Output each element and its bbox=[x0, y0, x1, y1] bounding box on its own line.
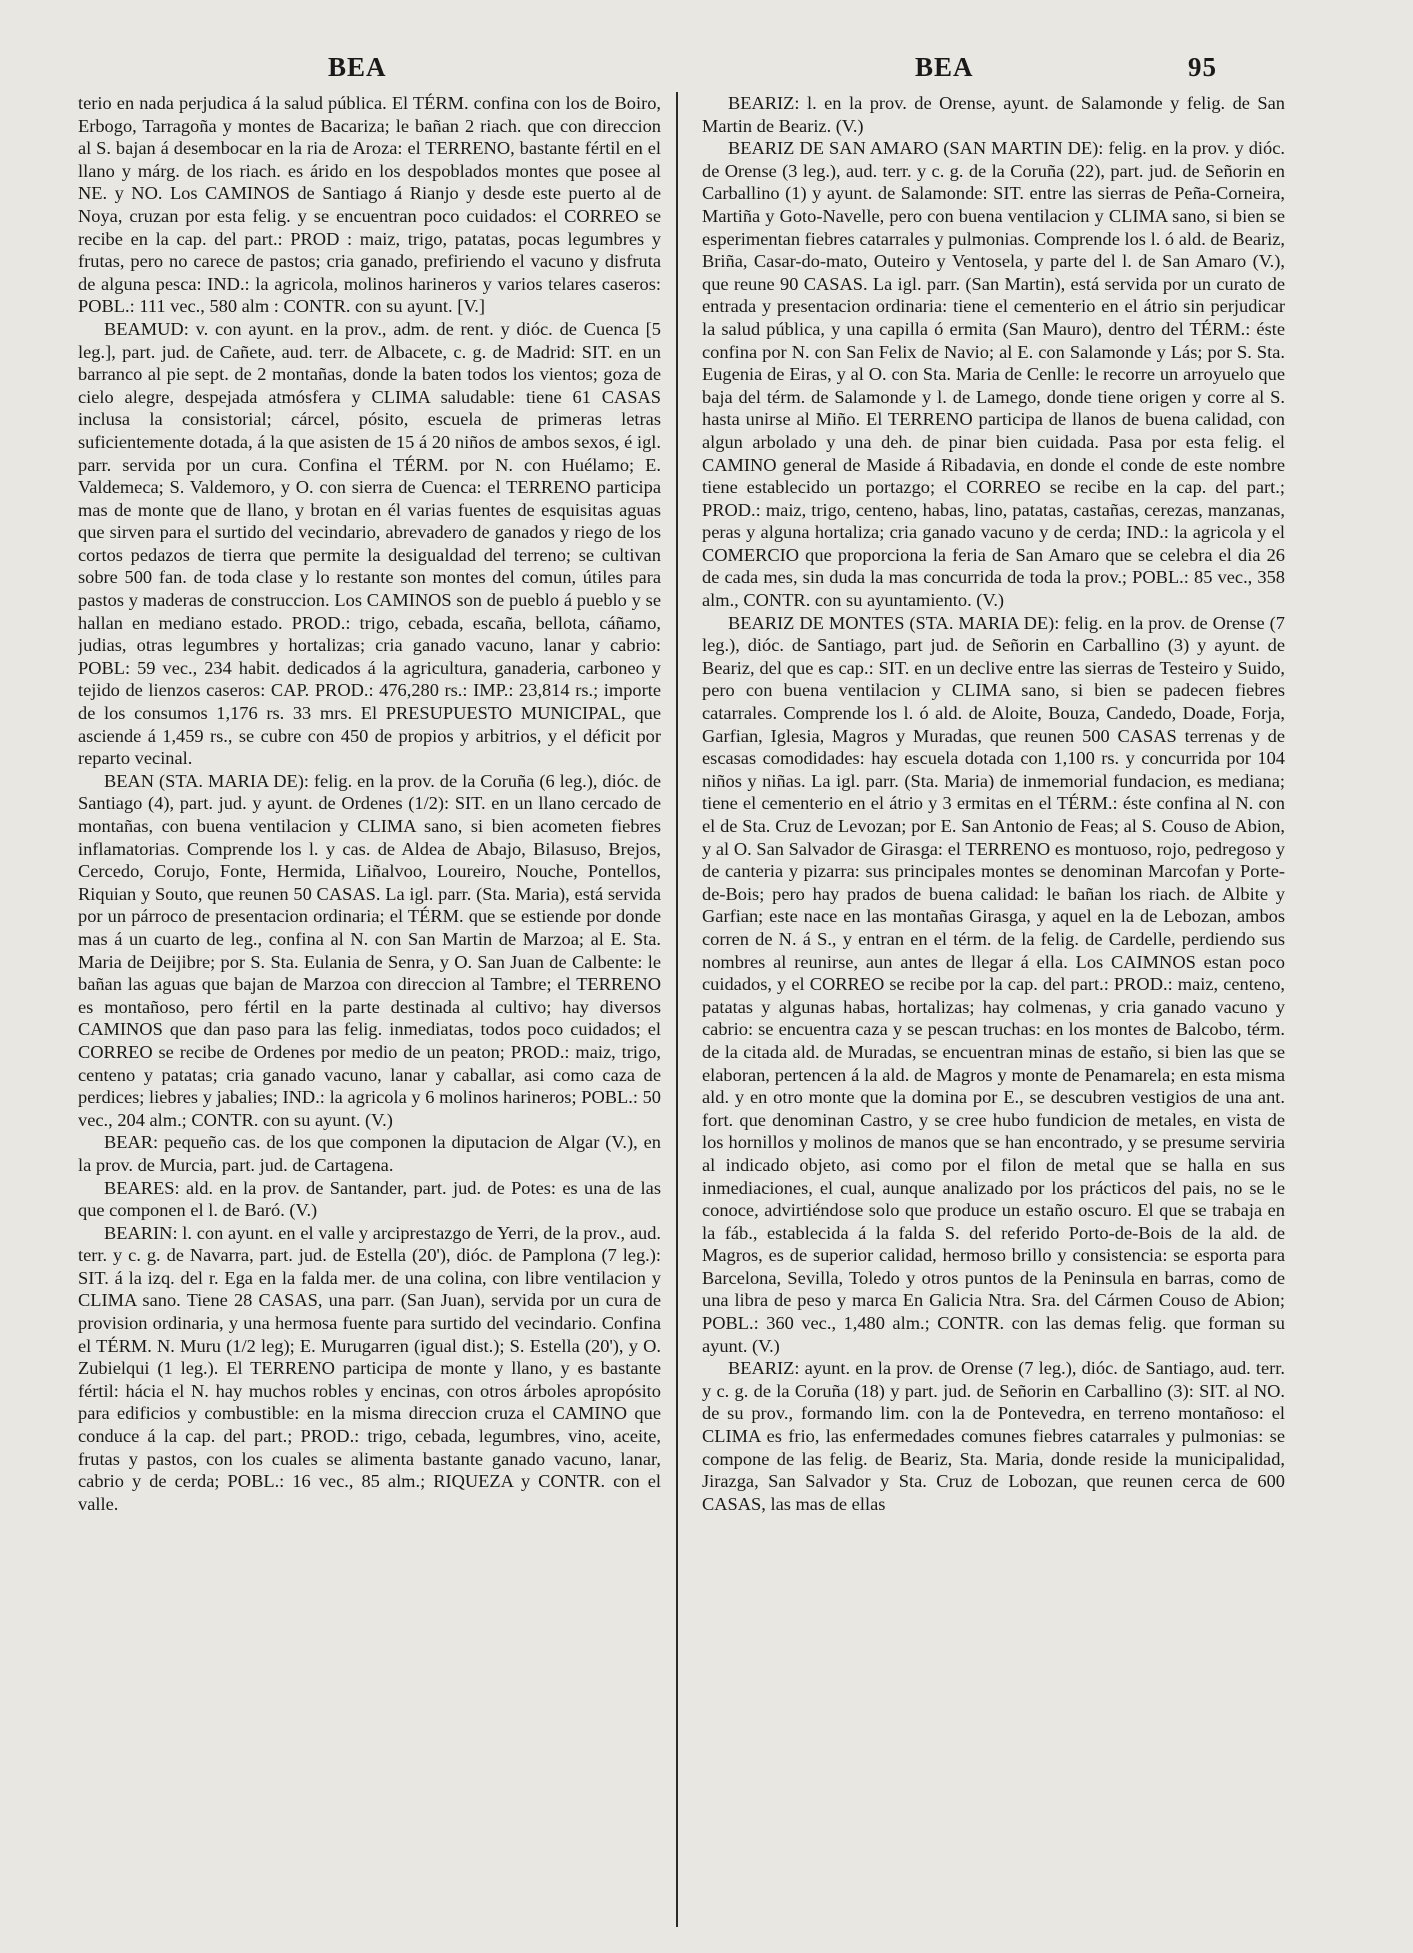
entry-beariz-de-montes: BEARIZ DE MONTES (STA. MARIA DE): felig. en la prov. de Orense (7 leg.), dióc. de Santiago, part jud. de Señorin en Carballino (3) y ayunt. de Beariz, del que es cap.: SIT. en un declive entre las sierras de Testeiro y Suido, pero con buena ventilacion y CLIMA sano, si bien se padecen fiebres catarrales. Comprende los l. ó ald. de Aloite, Bouza, Candedo, Doade, Forja, Garfian, Iglesia, Magros y Muradas, que reunen 500 CASAS terrenas y de escasas comodidades: hay escuela dotada con 1,100 rs. y concurrida por 104 niños y niñas. La igl. parr. (Sta. Maria) de inmemorial fundacion, es mediana; tiene el cementerio en el átrio y 3 ermitas en el TÉRM.: éste confina al N. con el de Sta. Cruz de Levozan; por E. San Antonio de Feas; al S. Couso de Abion, y al O. San Salvador de Girasga: el TERRENO es montuoso, rojo, pedregoso y de canteria y pizarra: sus principales montes se denominan Marcofan y Porte-de-Bois; pero hay prados de buena calidad: le bañan los riach. de Albite y Garfian; este nace en las montañas Girasga, y aquel en la de Lebozan, ambos corren de N. á S., y entran en el térm. de la felig. de Cardelle, perdiendo sus nombres al reunirse, aun antes de llegar á ella. Los CAIMNOS estan poco cuidados, y el CORREO se recibe por la cap. del part.: PROD.: maiz, centeno, patatas y algunas habas, hortalizas; hay colmenas, y cria ganado vacuno y cabrio: se encuentra caza y se pescan truchas: en los montes de Balcobo, térm. de la citada ald. de Muradas, se encuentran minas de estaño, si bien las que se elaboran, pertencen á la ald. de Magros y monte de Penamarela; en esta misma ald. y en otro monte que la domina por E., se descubren vestigios de una ant. fort. que denominan Castro, y se cree hubo fundicion de metales, en vista de los hornillos y molinos de manos que se han encontrado, y se presume serviria al indicado objeto, asi como por el filon de metal que se halla en sus inmediaciones, el cual, aunque analizado por los prácticos del pais, no se le conoce, advirtiéndose solo que produce un estaño oscuro. El que se trabaja en la fáb., establecida á la falda S. del referido Porto-de-Bois de la ald. de Magros, es de superior calidad, hermoso brillo y consistencia: se esporta para Barcelona, Sevilla, Toledo y otros puntos de la Peninsula en barras, como de una libra de peso y marca En Galicia Ntra. Sra. del Cármen Couso de Abion; POBL.: 360 vec., 1,480 alm.; CONTR. con las demas felig. que forman su ayunt. (V.) bbox=[702, 612, 1285, 1356]
page-number: 95 bbox=[1188, 52, 1217, 82]
left-column bbox=[78, 92, 661, 1922]
entry-bear: BEAR: pequeño cas. de los que componen la diputacion de Algar (V.), en la prov. de Murcia, part. jud. de Cartagena. bbox=[78, 1132, 661, 1175]
column-divider bbox=[676, 92, 678, 1927]
entry-beariz-l: BEARIZ: l. en la prov. de Orense, ayunt. de Salamonde y felig. de San Martin de Beariz. (V.) bbox=[702, 93, 1285, 136]
entry-beariz-ayunt: BEARIZ: ayunt. en la prov. de Orense (7 leg.), dióc. de Santiago, aud. terr. y c. g. de la Coruña (18) y part. jud. de Señorin en Carballino (3): SIT. al NO. de su prov., formando lim. con la de Pontevedra, en terreno montañoso: el CLIMA es frio, las enfermedades comunes fiebres catarrales y pulmonias: se compone de las felig. de Beariz, Sta. Maria, donde reside la municipalidad, Jirazga, San Salvador y Sta. Cruz de Lobozan, que reunen cerca de 600 CASAS, las mas de ellas bbox=[702, 1358, 1285, 1514]
entry-bean: BEAN (STA. MARIA DE): felig. en la prov. de la Coruña (6 leg.), dióc. de Santiago (4), part. jud. y ayunt. de Ordenes (1/2): SIT. en un llano cercado de montañas, con buena ventilacion y CLIMA sano, si bien acometen fiebres inflamatorias. Comprende los l. y cas. de Aldea de Abajo, Bilasuso, Brejos, Cercedo, Corujo, Fonte, Hermida, Liñalvoo, Loureiro, Nouche, Pontellos, Riquian y Souto, que reunen 50 CASAS. La igl. parr. (Sta. Maria), está servida por un párroco de presentacion ordinaria; el TÉRM. que se estiende por donde mas á un cuarto de leg., confina al N. con San Martin de Marzoa; al E. Sta. Maria de Deijibre; por S. Sta. Eulania de Senra, y O. San Juan de Calbente: le bañan las aguas que bajan de Marzoa con direccion al Tambre; el TERRENO es montañoso, pero fértil en la parte destinada al cultivo; hay diversos CAMINOS que dan paso para las felig. inmediatas, todos poco cuidados; el CORREO se recibe de Ordenes por medio de un peaton; PROD.: maiz, trigo, centeno y patatas; cria ganado vacuno, lanar y caballar, asi como caza de perdices; liebres y jabalies; IND.: la agricola y 6 molinos harineros; POBL.: 50 vec., 204 alm.; CONTR. con su ayunt. (V.) bbox=[78, 770, 661, 1130]
running-head-right: BEA bbox=[915, 52, 974, 82]
entry-beamud: BEAMUD: v. con ayunt. en la prov., adm. de rent. y dióc. de Cuenca [5 leg.], part. jud. de Cañete, aud. terr. de Albacete, c. g. de Madrid: SIT. en un barranco al pie sept. de 2 montañas, donde la baten todos los vientos; goza de cielo alegre, despejada atmósfera y CLIMA saludable: tiene 61 CASAS inclusa la consistorial; cárcel, pósito, escuela de primeras letras suficientemente dotada, á la que asisten de 15 á 20 niños de ambos sexos, é igl. parr. servida por un cura. Confina el TÉRM. por N. con Huélamo; E. Valdemeca; S. Valdemoro, y O. con sierra de Cuenca: el TERRENO participa mas de monte que de llano, y brotan en él varias fuentes de esquisitas aguas que sirven para el surtido del vecindario, abrevadero de ganados y riego de los cortos pedazos de tierra que permite la desigualdad del terreno; se cultivan sobre 500 fan. de toda clase y lo restante son montes del comun, útiles para pastos y maderas de construccion. Los CAMINOS son de pueblo á pueblo y se hallan en mediano estado. PROD.: trigo, cebada, escaña, bellota, cáñamo, judias, otras legumbres y hortalizas; cria ganado vacuno, lanar y cabrio: POBL: 59 vec., 234 habit. dedicados á la agricultura, ganaderia, carboneo y tejido de lienzos caseros: CAP. PROD.: 476,280 rs.: IMP.: 23,814 rs.; importe de los consumos 1,176 rs. 33 mrs. El PRESUPUESTO MUNICIPAL, que asciende á 1,459 rs., se cubre con 450 de propios y arbitrios, y el déficit por reparto vecinal. bbox=[78, 318, 661, 769]
running-head-left: BEA bbox=[328, 52, 387, 82]
entry-beariz-de-san-amaro: BEARIZ DE SAN AMARO (SAN MARTIN DE): felig. en la prov. y dióc. de Orense (3 leg.), aud. terr. y c. g. de la Coruña (22), part. jud. de Señorin en Carballino (1) y ayunt. de Salamonde: SIT. entre las sierras de Peña-Corneira, Martiña y Goto-Navelle, pero con buena ventilacion y CLIMA sano, si bien se esperimentan fiebres catarrales y pulmonias. Comprende los l. ó ald. de Beariz, Briña, Casar-do-mato, Outeiro y Ventosela, y parte del l. de San Amaro (V.), que reune 90 CASAS. La igl. parr. (San Martin), está servida por un curato de entrada y presentacion ordinaria: tiene el cementerio en el átrio sin perjudicar la salud pública, y una capilla ó ermita (San Mauro), dentro del TÉRM.: éste confina por N. con San Felix de Navio; al E. con Salamonde y Lás; por S. Sta. Eugenia de Eiras, y al O. con Sta. Maria de Cenlle: le recorre un arroyuelo que baja del térm. de Salamonde y l. de Lamego, donde tiene origen y corre al S. hasta unirse al Miño. El TERRENO participa de llanos de buena calidad, con algun arbolado y una deh. de pinar bien cuidada. Pasa por esta felig. el CAMINO general de Maside á Ribadavia, en donde el conde de este nombre tiene establecido un portazgo; el CORREO se recibe en la cap. del part.; PROD.: maiz, trigo, centeno, habas, lino, patatas, castañas, cerezas, manzanas, peras y alguna hortaliza; cria ganado vacuno y de cerda; IND.: la agricola y el COMERCIO que proporciona la feria de San Amaro que se celebra el dia 26 de cada mes, sin duda la mas concurrida de toda la prov.; POBL.: 85 vec., 358 alm., CONTR. con su ayuntamiento. (V.) bbox=[702, 138, 1285, 611]
entry-bearin: BEARIN: l. con ayunt. en el valle y arciprestazgo de Yerri, de la prov., aud. terr. y c. g. de Navarra, part. jud. de Estella (20'), dióc. de Pamplona (7 leg.): SIT. á la izq. del r. Ega en la falda mer. de una colina, con libre ventilacion y CLIMA sano. Tiene 28 CASAS, una parr. (San Juan), servida por un cura de provision ordinaria, y una hermosa fuente para surtido del vecindario. Confina el TÉRM. N. Muru (1/2 leg); E. Murugarren (igual dist.); S. Estella (20'), y O. Zubielqui (1 leg.). El TERRENO participa de monte y llano, y es bastante fértil: hácia el N. hay muchos robles y encinas, con otros árboles apropósito para edificios y combustible: en la misma direccion cruza el CAMINO que conduce á la cap. del part.; PROD.: trigo, cebada, legumbres, vino, aceite, frutas y pastos, con los cuales se alimenta bastante ganado vacuno, lanar, cabrio y de cerda; POBL.: 16 vec., 85 alm.; RIQUEZA y CONTR. con el valle. bbox=[78, 1222, 661, 1514]
entry-continuation: terio en nada perjudica á la salud pública. El TÉRM. confina con los de Boiro, Erbogo, Tarragoña y montes de Bacariza; le bañan 2 riach. que con direccion al S. bajan á desembocar en la ria de Aroza: el TERRENO, bastante fértil en el llano y márg. de los riach. es árido en los despoblados montes que posee al NE. y NO. Los CAMINOS de Santiago á Rianjo y desde este puerto al de Noya, cruzan por esta felig. y se encuentran poco cuidados: el CORREO se recibe en la cap. del part.: PROD : maiz, trigo, patatas, pocas legumbres y frutas, pero no carece de pastos; cria ganado, prefiriendo el vacuno y disfruta de alguna pesca: IND.: la agricola, molinos harineros y varios telares caseros: POBL.: 111 vec., 580 alm : CONTR. con su ayunt. [V.] bbox=[78, 93, 661, 317]
right-column bbox=[702, 92, 1285, 1922]
entry-beares: BEARES: ald. en la prov. de Santander, part. jud. de Potes: es una de las que componen el l. de Baró. (V.) bbox=[78, 1177, 661, 1221]
